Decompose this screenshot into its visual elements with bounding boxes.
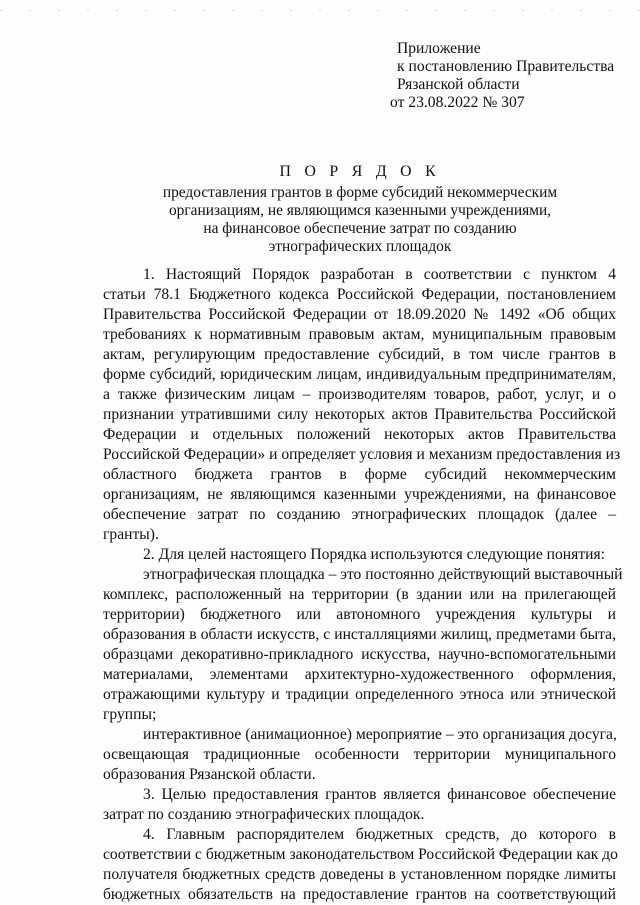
body-line: 3. Целью предоставления грантов является финансовое обеспечение [143,786,616,803]
attachment-line: Приложение [397,40,481,57]
body-line: группы; [103,706,157,723]
body-line: форме субсидий, юридическим лицам, индивидуальным предпринимателям, [103,366,616,383]
body-line: Федерации и отдельных положений некоторых актов Правительства [103,426,616,443]
body-line: территории) бюджетного или автономного учреждения культуры и [103,606,616,623]
body-line: отражающими культуру и традиции определенного этноса или этнической [103,686,616,703]
body-line: Российской Федерации» и определяет условия и механизм предоставления из [103,446,621,463]
body-line: Правительства Российской Федерации от 18.09.2020 № 1492 «Об общих [103,306,616,323]
subtitle-line: организациям, не являющимся казенными учреждениями, [168,202,552,219]
attachment-line: к постановлению Правительства [397,58,615,75]
body-line: соответствии с бюджетным законодательством Российской Федерации как до [103,846,618,863]
body-line: бюджетных обязательств на предоставление грантов на соответствующий [103,886,616,903]
attachment-line: от 23.08.2022 № 307 [390,94,525,111]
body-line: комплекс, расположенный на территории (в здании или на прилегающей [103,586,616,603]
document-heading [160,162,560,256]
scan-edge-artifact [0,10,640,14]
body-line: получателя бюджетных средств доведены в установленном порядке лимиты [103,866,616,883]
subtitle-line: на финансовое обеспечение затрат по созданию [203,220,517,237]
body-line: признании утратившими силу некоторых актов Правительства Российской [103,406,616,423]
body-line: образования в области искусств, с инсталляциями жилищ, предметами быта, [103,626,616,643]
body-line: образцами декоративно-прикладного искусства, научно-вспомогательными [103,646,616,663]
body-line: интерактивное (анимационное) мероприятие – это организация досуга, [143,726,617,743]
body-line: требованиях к нормативным правовым актам, муниципальным правовым [103,326,616,343]
body-line: затрат по созданию этнографических площадок. [103,806,425,823]
body-line: образования Рязанской области. [103,766,316,783]
body-line: 2. Для целей настоящего Порядка используются следующие понятия: [143,546,605,563]
document-subtitle [160,184,560,256]
subtitle-line: этнографических площадок [268,238,452,255]
body-line: 1. Настоящий Порядок разработан в соответствии с пунктом 4 [143,266,616,283]
document-title: П О Р Я Д О К [279,163,441,180]
body-line: организациям, не являющимся казенными учреждениями, на финансовое [103,486,616,503]
body-line: этнографическая площадка – это постоянно действующий выставочный [143,566,623,583]
body-line: гранты). [103,526,159,543]
body-line: областного бюджета грантов в форме субсидий некоммерческим [103,466,616,483]
body-line: обеспечение затрат по созданию этнографических площадок (далее – [103,506,616,523]
body-line: статьи 78.1 Бюджетного кодекса Российской Федерации, постановлением [103,286,616,303]
attachment-note [390,40,637,112]
body-line: а также физическим лицам – производителям товаров, работ, услуг, и о [103,386,616,403]
body-line: освещающая традиционные особенности территории муниципального [103,746,616,763]
body-line: материалами, элементами архитектурно-художественного оформления, [103,666,616,683]
subtitle-line: предоставления грантов в форме субсидий некоммерческим [162,184,558,201]
attachment-line: Рязанской области [397,76,520,93]
body-line: 4. Главным распорядителем бюджетных средств, до которого в [143,826,616,843]
body-line: актам, регулирующим предоставление субсидий, в том числе грантов в [103,346,616,363]
